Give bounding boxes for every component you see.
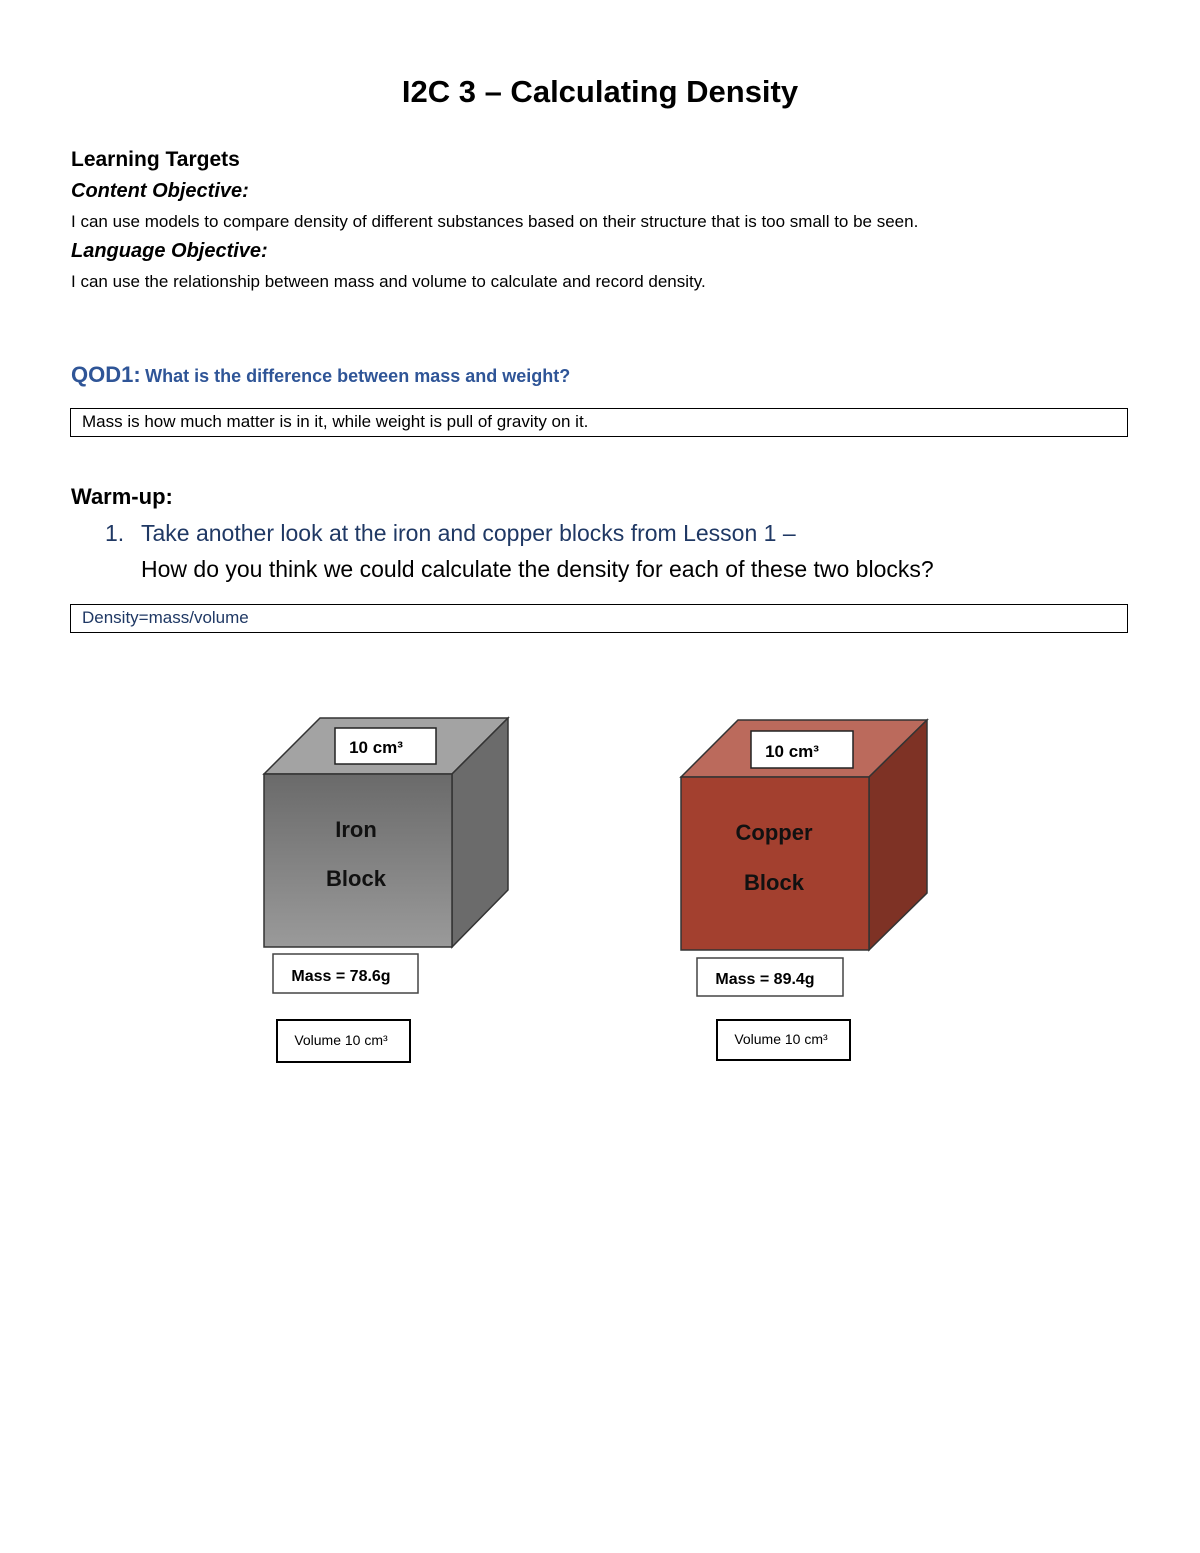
iron-volume-label: Volume 10 cm³ (294, 1032, 388, 1048)
qod-answer-box[interactable]: Mass is how much matter is in it, while weight is pull of gravity on it. (70, 408, 1128, 437)
copper-top-label: 10 cm³ (765, 742, 819, 761)
content-objective-text: I can use models to compare density of different substances based on their structure that is too small to be seen. (71, 212, 919, 231)
content-objective-heading: Content Objective: (71, 180, 249, 202)
copper-name-line1: Copper (735, 820, 813, 845)
copper-block (681, 720, 927, 1060)
iron-name-line2: Block (326, 866, 386, 891)
iron-block-front-face (264, 774, 452, 947)
iron-top-label: 10 cm³ (349, 738, 403, 757)
warmup-answer-box[interactable]: Density=mass/volume (70, 604, 1128, 633)
warmup-heading: Warm-up: (71, 484, 173, 509)
language-objective-heading: Language Objective: (71, 240, 268, 262)
page-title: I2C 3 – Calculating Density (401, 74, 799, 109)
warmup-item-line1: Take another look at the iron and copper blocks from Lesson 1 – (141, 520, 796, 546)
qod-question: What is the difference between mass and weight? (145, 366, 571, 386)
warmup-item-number: 1. (105, 520, 125, 546)
learning-targets-heading: Learning Targets (71, 148, 240, 171)
iron-name-line1: Iron (335, 817, 377, 842)
qod-label: QOD1: (71, 362, 141, 387)
copper-name-line2: Block (744, 870, 804, 895)
iron-block (264, 718, 508, 1062)
language-objective-text: I can use the relationship between mass and volume to calculate and record density. (71, 272, 706, 291)
iron-mass-label: Mass = 78.6g (291, 968, 391, 985)
copper-volume-label: Volume 10 cm³ (734, 1031, 828, 1047)
copper-mass-label: Mass = 89.4g (715, 971, 815, 988)
warmup-item-line2: How do you think we could calculate the density for each of these two blocks? (141, 556, 934, 582)
copper-block-front-face (681, 777, 869, 950)
